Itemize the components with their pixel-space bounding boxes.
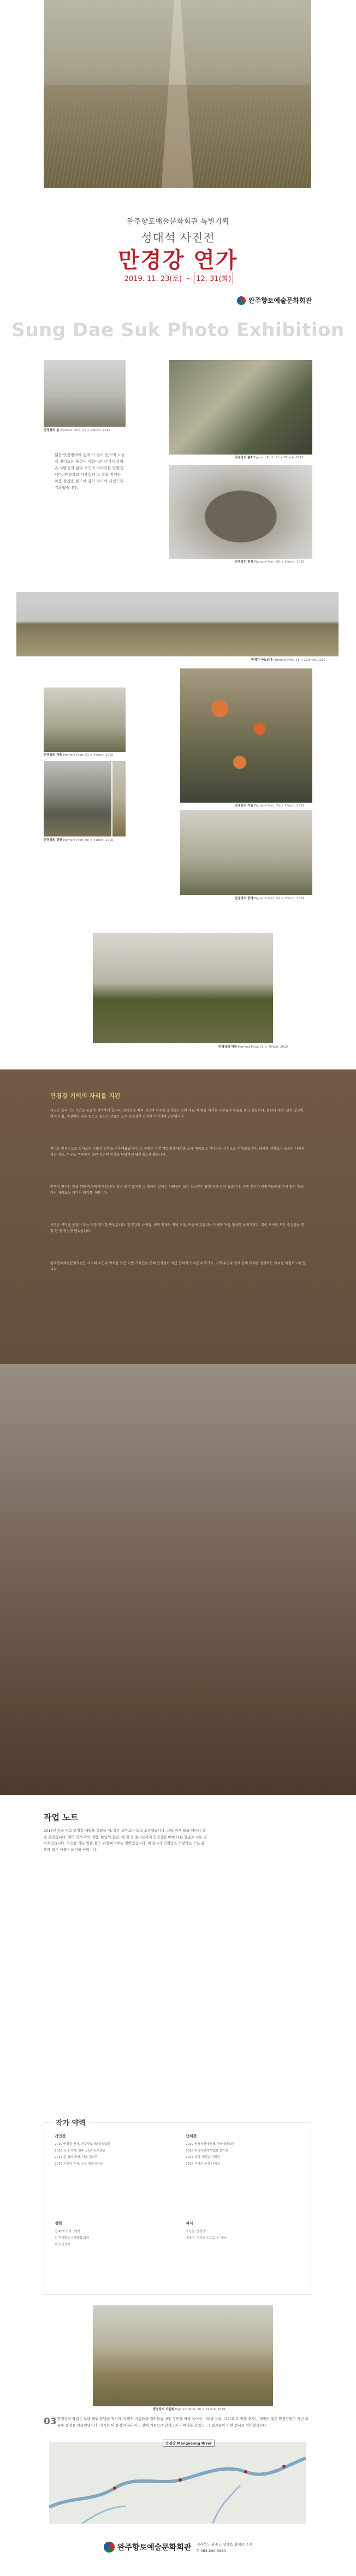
photo-forest [0, 1364, 356, 1795]
footer-logo [104, 2542, 191, 2553]
history-left-head: 개인전 [55, 2134, 66, 2138]
exhibition-title: 만경강 연가 [118, 248, 238, 273]
logo-icon [237, 296, 246, 305]
history-left-3: 2017 길 위의 풍경, 서울 갤러리 [55, 2156, 98, 2159]
history-right-head: 단체전 [186, 2134, 197, 2138]
artist-name: 성대석 사진전 [141, 231, 215, 244]
logo-text: 완주향토예술문화회관 [248, 297, 312, 304]
footer-tel: T. 063-290-3840 [197, 2549, 226, 2553]
essay-p1: 사진은 흘러가는 시간을 붙잡아 기억하게 합니다. 만경강을 따라 걸으며 마주한 풍경들은 오랜 세월 이 땅을 지켜온 사람들의 숨결을 품고 있습니다. 들판과 제방, 낡은 창고와 버려진 집, 계절마다 다른 빛으로 물드는 강물은 모두 만경강이 간직한 이야기의 일부입니다. [50, 1109, 304, 1119]
caption-house: 만경강의 정원 Pigment Print, 90 × 51inch, 2019 [44, 839, 114, 842]
exhibition-date [0, 272, 356, 284]
photo-barn [180, 810, 312, 895]
history-left2-1: 전 KBS 기자 · 앵커 [55, 2230, 80, 2233]
footer-logo-text: 완주향토예술문화회관 [117, 2543, 192, 2552]
hero-photo [44, 0, 311, 188]
date-start: 2019. 11. 23(토) [124, 275, 182, 283]
photo-hut [112, 761, 126, 836]
caption-tent: 만경강의 여름 Pigment Print, 51 × 76inch, 2019 [218, 1045, 288, 1049]
history-right2-1: 사진집 ‘만경강’ [186, 2230, 206, 2233]
intro-text: 넓은 만경평야에 깊게 가 닿아 있으며 노을에 젖어드는 물결이 아름다운 강에서 살아온 사람들의 삶과 자연의 이야기를 담았습니다. 만경강의 사계절과 그 곁을 지키는 마을 풍경을 렌즈에 담아 작가의 시선으로 기록했습니다. [55, 453, 125, 490]
caption-winter: 만경강의 겨울 Pigment Print, 51 × 76inch, 2019 [44, 754, 114, 757]
history-left2-2: 전 한국방송기자클럽 회장 [55, 2237, 89, 2240]
history-right-2: 2018 한국사진작가협회 정기전 [186, 2149, 228, 2153]
photo-rock [169, 465, 312, 559]
essay-title: 만경강 기억의 자리를 지킨 [50, 1092, 121, 1099]
history-left-2: 2018 강의 기억, 전주 교동아트미술관 [55, 2149, 106, 2153]
caption-shop: 만경강의 봄2 Pigment Print, 51 × 76inch, 2019 [235, 456, 304, 459]
photo-shop [169, 360, 312, 455]
bottom-text: 만경강의 물길은 오랜 세월 들녘을 적시며 이 땅의 사람들을 길러왔습니다. 강변을 따라 늘어선 마을과 논밭, 그리고 그 위를 오가는 계절의 빛은 만경강만이 지닌 고유한 풍경을 만들어냅니다. 작가는 이 풍경이 사라지기 전에 기록으로 남기고자 카메라를 들었고, 그 결과물이 이번 전시로 이어졌습니다. [57, 2417, 308, 2428]
photo-panorama [16, 592, 339, 656]
map [49, 2442, 306, 2524]
history-right-3: 2017 강과 사람들 기획전 [186, 2156, 220, 2159]
caption-barn: 만경강의 풍경 Pigment Print, 51 × 76inch, 2019 [235, 897, 305, 900]
caption-persimmon: 만경강의 가을 Pigment Print, 51 × 76inch, 2019 [235, 804, 305, 808]
history-right-head2: 저서 [186, 2221, 193, 2226]
caption-rock: 만경강의 침묵 Pigment Print, 65 × 90inch, 2019 [235, 560, 305, 564]
history-right2-2: 에세이 ‘기자의 눈으로 본 세상’ [186, 2237, 227, 2240]
history-left-head2: 경력 [55, 2221, 62, 2226]
essay-p2: 작가는 언론인으로 살아오며 수많은 현장을 기록해왔습니다. 그 경험은 이번 작업에서 대상을 오래 바라보고 기다리는 시선으로 이어졌습니다. 화려한 장면보다 조용히 사라져가는 것들, 누구도 주목하지 않던 강변의 일상을 담담하게 담아내고자 했습니다. [50, 1147, 305, 1157]
caption-spring: 만경강의 봄 Pigment Print, 51 × 76inch, 2019 [44, 429, 110, 432]
history-left-4: 2016 시간의 흔적, 군산 예술의전당 [55, 2162, 103, 2166]
history-title: 작가 약력 [52, 2117, 89, 2127]
caption-panorama: 만경강 파노라마 Pigment Print, 51 × 132inch, 2019 [251, 659, 325, 662]
date-end: 12. 31(화) [194, 272, 233, 284]
essay-p3: 만경강 연가는 강을 향한 작가의 헌사입니다. 강은 말이 없지만 그 곁에서 살아온 사람들의 삶은 고스란히 풍경 속에 남아 있습니다. 이번 전시가 관람객들에게 우리 곁의 강을 다시 바라보는 계기가 되기를 바랍니다. [50, 1185, 304, 1195]
english-title: Sung Dae Suk Photo Exhibition [11, 319, 345, 341]
footer-address: 전라북도 완주군 삼례읍 삼례로 소재 [197, 2542, 253, 2547]
essay-p4: 사진은 기억을 붙잡아 두는 가장 정직한 방법입니다. 만경강의 사계절, 새벽 안개와 저녁 노을, 바람에 흔들리는 억새와 겨울 철새의 날갯짓까지, 강이 보여준 모든 순간들을 한 장 한 장 정성껏 담았습니다. [50, 1223, 305, 1233]
caption-autumn-light: 만경강의 가을빛 Pigment Print, 76 × 51inch, 2019 [153, 2408, 226, 2411]
photo-spring [44, 360, 126, 427]
photo-persimmon [180, 668, 312, 803]
exhibition-subtitle: 완주향토예술문화회관 특별기획 [127, 218, 229, 226]
map-graphic [49, 2442, 306, 2524]
artist-note-title: 작업 노트 [44, 1813, 79, 1822]
org-logo [237, 296, 312, 305]
map-label: 만경강 Mangyeong River [163, 2440, 215, 2447]
photo-tent [93, 933, 273, 1043]
date-separator: ~ [186, 275, 192, 283]
history-left-1: 2019 만경강 연가, 완주향토예술문화회관 [55, 2143, 111, 2146]
history-right-4: 2016 지역의 풍경 단체전 [186, 2162, 220, 2166]
photo-autumn-light [93, 2305, 273, 2406]
artist-note-text: 2017년 가을 처음 만경강 제방을 걸었을 때, 강은 생각보다 넓고 조용했습니다. 그날 이후 틈날 때마다 강을 찾았습니다. 새벽 안개 속의 제방, 한낮의 들판, 해 질 녘 물비늘까지 만경강은 매번 다른 얼굴로 저를 맞아주었습니다. 사진을 찍는 일은 결국 오래 바라보는 일이었습니다. 이 전시가 만경강을 사랑하는 모든 분들께 작은 선물이 되기를 바랍니다. [44, 1828, 207, 1852]
essay-p5: 완주향토예술문화회관은 지역의 자연과 역사를 담은 이번 기획전을 통해 만경강이 지닌 문화적 가치를 되새기고, 지역 주민과 함께 강의 미래를 생각하는 자리를 마련하고자 합니다. [50, 1262, 306, 1271]
photo-winter [44, 688, 126, 752]
section-number: 03 [44, 2416, 57, 2427]
photo-house [44, 761, 111, 836]
history-right-1: 2019 전북사진예술제, 전북예술회관 [186, 2143, 235, 2146]
history-left2-3: 현 사진작가 [55, 2243, 70, 2246]
footer-logo-icon [104, 2542, 115, 2553]
